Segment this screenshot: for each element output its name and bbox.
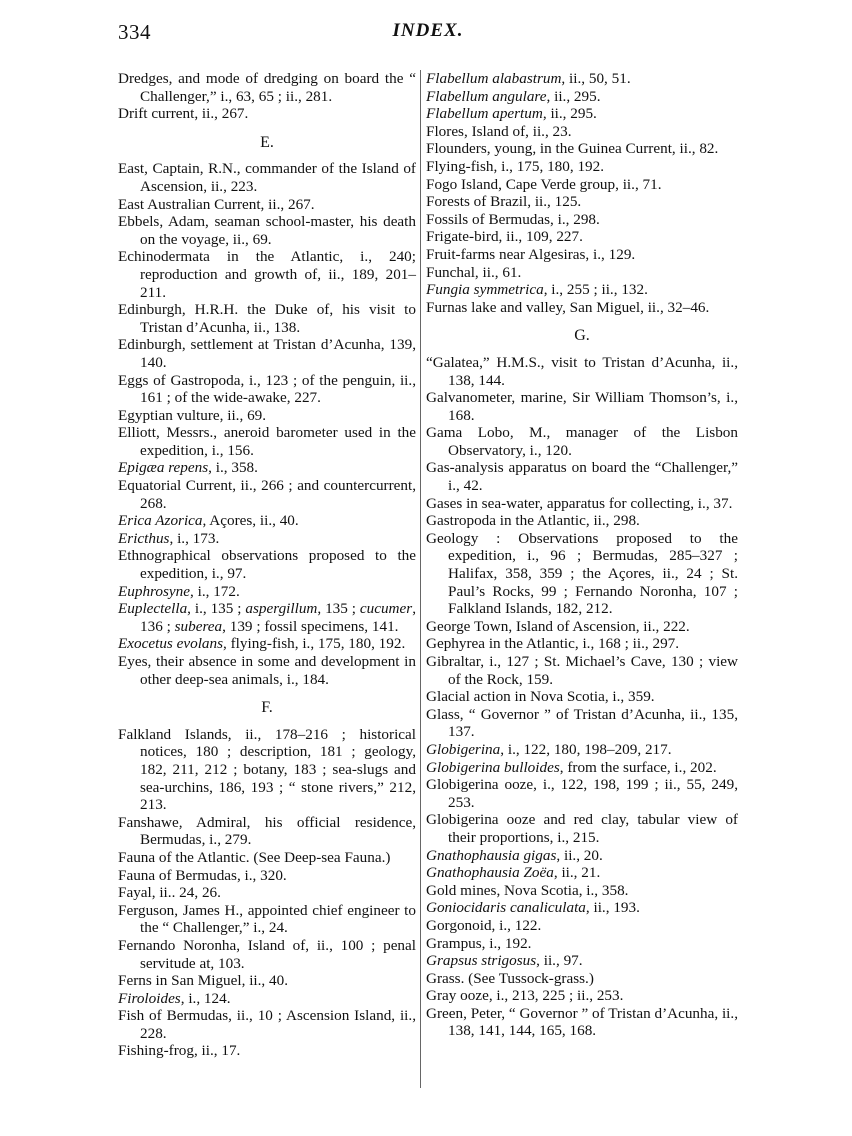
index-entry-text: , i., 172. [190, 582, 240, 600]
index-entry-text: Goniocidaris canaliculata [426, 899, 586, 917]
index-entry-text: Gephyrea in the Atlantic, i., 168 ; ii., 297. [426, 635, 680, 653]
index-entry [118, 459, 416, 477]
index-entry-text: , from the surface, i., 202. [559, 758, 717, 776]
index-entry-text: George Town, Island of Ascension, ii., 222. [426, 617, 690, 635]
index-entry [426, 882, 738, 900]
index-entry [426, 246, 738, 264]
index-entry-text: , 135 ; [317, 600, 360, 618]
section-f-entries-continued [426, 70, 738, 316]
index-entry [426, 776, 738, 811]
index-entry [426, 354, 738, 389]
index-entry-text: Grass. (See Tussock-grass.) [426, 969, 594, 987]
index-entry [426, 741, 738, 759]
index-entry [118, 653, 416, 688]
index-entry [118, 884, 416, 902]
index-entry-text: Flores, Island of, ii., 23. [426, 122, 572, 140]
index-entry [426, 970, 738, 988]
index-entry [426, 459, 738, 494]
running-title: INDEX. [392, 20, 464, 41]
index-entry-text: Grampus, i., 192. [426, 934, 532, 952]
index-entry-text: Fishing-frog, ii., 17. [118, 1042, 241, 1060]
index-entry-text: Fernando Noronha, Island of, ii., 100 ; penal servitude at, 103. [118, 936, 416, 972]
index-entry-text: , flying-fish, i., 175, 180, 192. [223, 635, 406, 653]
index-entry [118, 1042, 416, 1060]
index-entry [426, 495, 738, 513]
index-entry-text: Gorgonoid, i., 122. [426, 916, 542, 934]
index-entry-text: Globigerina ooze, i., 122, 198, 199 ; ii., 55, 249, 253. [426, 776, 738, 811]
index-entry-text: , i., 358. [208, 459, 258, 477]
index-entry-text: Edinburgh, H.R.H. the Duke of, his visit to Tristan d’Acunha, ii., 138. [118, 301, 416, 336]
index-entry-text: Drift current, ii., 267. [118, 105, 249, 123]
index-entry [118, 336, 416, 371]
index-entry-text: Flabellum apertum [426, 105, 543, 123]
index-entry [426, 389, 738, 424]
index-entry-text: Frigate-bird, ii., 109, 227. [426, 228, 583, 246]
index-entry-text: Egyptian vulture, ii., 69. [118, 406, 267, 424]
index-entry [426, 618, 738, 636]
index-entry-text: Galvanometer, marine, Sir William Thomson’s, i., 168. [426, 389, 738, 424]
index-entry-text: Ferns in San Miguel, ii., 40. [118, 972, 289, 990]
section-e-entries [118, 160, 416, 688]
index-entry [426, 635, 738, 653]
index-entry-text: Fish of Bermudas, ii., 10 ; Ascension Island, ii., 228. [118, 1007, 416, 1042]
index-entry [426, 847, 738, 865]
section-g-entries [426, 354, 738, 1040]
index-entry [118, 937, 416, 972]
index-entry [118, 867, 416, 885]
index-entry-text: , ii., 295. [542, 105, 597, 123]
section-letter-f: F. [261, 699, 273, 717]
index-entry-text: Fungia symmetrica [426, 281, 544, 299]
index-entry [118, 70, 416, 105]
index-entry-text: , i., 255 ; ii., 132. [543, 281, 648, 299]
index-entry [426, 811, 738, 846]
index-entry [426, 935, 738, 953]
index-entry-text: Gray ooze, i., 213, 225 ; ii., 253. [426, 987, 624, 1005]
index-entry [118, 248, 416, 301]
index-entry-text: Ericthus [118, 529, 170, 547]
index-entry-text: Fauna of Bermudas, i., 320. [118, 866, 287, 884]
index-entry-text: Erica Azorica [118, 512, 203, 530]
index-entry-text: Equatorial Current, ii., 266 ; and countercurrent, 268. [118, 477, 416, 512]
index-entry [426, 759, 738, 777]
index-entry-text: Fruit-farms near Algesiras, i., 129. [426, 245, 636, 263]
index-entry-text: , 136 ; [140, 600, 416, 635]
index-entry-text: Eggs of Gastropoda, i., 123 ; of the penguin, ii., 161 ; of the wide-awake, 227. [118, 371, 416, 407]
index-column-left [118, 70, 416, 1060]
index-entry-text: suberea [174, 617, 223, 635]
index-entry [118, 407, 416, 425]
index-entry-text: Ebbels, Adam, seaman school-master, his death on the voyage, ii., 69. [118, 213, 416, 248]
index-entry-text: Gastropoda in the Atlantic, ii., 298. [426, 512, 640, 530]
index-entry-text: Globigerina [426, 740, 501, 758]
index-entry [426, 70, 738, 88]
index-entry [426, 512, 738, 530]
index-entry-text: Globigerina bulloides [426, 758, 560, 776]
index-entry [426, 228, 738, 246]
index-entry [426, 987, 738, 1005]
index-entry [426, 864, 738, 882]
index-entry-text: Fanshawe, Admiral, his official residence, Bermudas, i., 279. [118, 813, 416, 849]
index-entry-text: Flabellum angulare [426, 87, 547, 105]
index-entry-text: East Australian Current, ii., 267. [118, 195, 315, 213]
index-entry [426, 706, 738, 741]
index-entry-text: Fogo Island, Cape Verde group, ii., 71. [426, 175, 662, 193]
column-divider [420, 70, 421, 1088]
index-entry [426, 193, 738, 211]
index-entry [118, 105, 416, 123]
index-entry [118, 547, 416, 582]
index-entry-text: Gama Lobo, M., manager of the Lisbon Observatory, i., 120. [426, 424, 738, 459]
index-entry-text: Firoloides [118, 989, 181, 1007]
index-entry [426, 158, 738, 176]
index-entry [426, 281, 738, 299]
index-entry-text: , 139 ; fossil specimens, 141. [222, 617, 399, 635]
index-entry [426, 530, 738, 618]
index-entry-text: Grapsus strigosus [426, 952, 537, 970]
index-entry-text: , i., 124. [180, 989, 231, 1007]
index-entry-text: , i., 122, 180, 198–209, 217. [500, 740, 672, 758]
index-entry-text: “Galatea,” H.M.S., visit to Tristan d’Acunha, ii., 138, 144. [426, 353, 738, 389]
index-entry-text: Eyes, their absence in some and development in other deep-sea animals, i., 184. [118, 653, 416, 688]
index-entry-text: Ferguson, James H., appointed chief engineer to the “ Challenger,” i., 24. [118, 901, 416, 937]
section-f-entries [118, 726, 416, 1060]
index-entry [426, 688, 738, 706]
index-entry-text: Furnas lake and valley, San Miguel, ii., 32–46. [426, 298, 710, 316]
index-entry [426, 88, 738, 106]
index-entry-text: , i., 173. [169, 529, 220, 547]
section-letter-e: E. [260, 133, 274, 151]
index-entry-text: Gibraltar, i., 127 ; St. Michael’s Cave, 130 ; view of the Rock, 159. [426, 653, 738, 688]
index-entry [118, 990, 416, 1008]
index-entry-text: Funchal, ii., 61. [426, 263, 522, 281]
index-entry [426, 264, 738, 282]
index-entry [118, 196, 416, 214]
index-entry-text: Euphrosyne [118, 582, 190, 600]
index-column-right [426, 70, 738, 1040]
index-entry-text: , ii., 193. [585, 899, 640, 917]
index-entry-text: Epigæa repens [118, 459, 209, 477]
index-entry [426, 176, 738, 194]
index-entry-text: Forests of Brazil, ii., 125. [426, 193, 582, 211]
index-entry-text: Flabellum alabastrum [426, 70, 562, 87]
index-entry [118, 635, 416, 653]
index-entry-text: Gold mines, Nova Scotia, i., 358. [426, 881, 629, 899]
index-entry-text: , ii., 20. [556, 846, 603, 864]
index-entry-text: Gnathophausia Zoëa [426, 864, 554, 882]
index-entry [118, 972, 416, 990]
index-entry [118, 1007, 416, 1042]
index-entry-text: , Açores, ii., 40. [202, 512, 299, 530]
index-entry-text: , ii., 21. [553, 864, 601, 882]
index-entry [118, 583, 416, 601]
index-entry-text: Gas-analysis apparatus on board the “Challenger,” i., 42. [426, 459, 738, 495]
index-entry-text: Dredges, and mode of dredging on board the “ Challenger,” i., 63, 65 ; ii., 281. [118, 70, 416, 105]
index-entry-text: , ii., 97. [536, 952, 583, 970]
index-entry [118, 301, 416, 336]
index-entry [118, 160, 416, 195]
index-entry [426, 653, 738, 688]
index-entry [426, 140, 738, 158]
index-entry-text: Flying-fish, i., 175, 180, 192. [426, 157, 605, 175]
page-number: 334 [118, 20, 151, 44]
index-entry-text: Green, Peter, “ Governor ” of Tristan d’Acunha, ii., 138, 141, 144, 165, 168. [426, 1004, 738, 1040]
index-entry-text: Edinburgh, settlement at Tristan d’Acunha, 139, 140. [118, 336, 416, 371]
index-entry [426, 299, 738, 317]
index-entry-text: Glass, “ Governor ” of Tristan d’Acunha, ii., 135, 137. [426, 705, 738, 741]
index-entry [118, 512, 416, 530]
index-entry-text: Fayal, ii.. 24, 26. [118, 884, 221, 902]
index-entry-text: Elliott, Messrs., aneroid barometer used in the expedition, i., 156. [118, 424, 416, 459]
index-entry-text: Exocetus evolans [118, 635, 224, 653]
index-entry [118, 849, 416, 867]
index-entry-text: , ii., 295. [546, 87, 601, 105]
index-entry [118, 372, 416, 407]
index-entry [426, 917, 738, 935]
index-entry-text: Globigerina ooze and red clay, tabular view of their proportions, i., 215. [426, 811, 738, 846]
page-header [118, 20, 738, 50]
index-entry-text: East, Captain, R.N., commander of the Island of Ascension, ii., 223. [118, 160, 416, 195]
section-d-entries [118, 70, 416, 123]
index-entry [426, 211, 738, 229]
index-entry [118, 213, 416, 248]
index-entry-text: Fauna of the Atlantic. (See Deep-sea Fauna.) [118, 848, 391, 866]
index-entry [426, 123, 738, 141]
index-entry-text: Geology : Observations proposed to the expedition, i., 96 ; Bermudas, 285–327 ; Halifax, 358, 359 ; the Açores, ii., 24 ; St. Paul’s Rocks, 99 ; Fernando Noronha, 107 ; Falkland Islands, 182, 212. [426, 529, 738, 618]
index-entry-text: cucumer [359, 600, 413, 618]
index-entry-text: Echinodermata in the Atlantic, i., 240; reproduction and growth of, ii., 189, 201–211. [118, 248, 416, 301]
index-entry-text: Glacial action in Nova Scotia, i., 359. [426, 688, 655, 706]
index-entry [426, 105, 738, 123]
index-entry-text: Euplectella [118, 600, 188, 618]
index-entry-text: , ii., 50, 51. [561, 70, 631, 87]
index-entry [426, 952, 738, 970]
section-letter-g: G. [574, 327, 590, 345]
index-entry [118, 600, 416, 635]
index-entry-text: Gases in sea-water, apparatus for collecting, i., 37. [426, 494, 733, 512]
index-entry [426, 1005, 738, 1040]
index-entry [118, 477, 416, 512]
index-entry-text: aspergillum [245, 600, 318, 618]
index-entry-text: Gnathophausia gigas [426, 846, 557, 864]
index-entry [118, 726, 416, 814]
index-entry-text: Ethnographical observations proposed to the expedition, i., 97. [118, 547, 416, 583]
index-entry [118, 902, 416, 937]
index-entry [426, 899, 738, 917]
index-entry [118, 424, 416, 459]
index-entry [426, 424, 738, 459]
index-entry-text: Flounders, young, in the Guinea Current, ii., 82. [426, 140, 719, 158]
index-entry [118, 530, 416, 548]
index-entry-text: Falkland Islands, ii., 178–216 ; historical notices, 180 ; description, 181 ; geology, 182, 211, 212 ; botany, 183 ; sea-slugs and sea-urchins, 186, 193 ; “ stone rivers,” 212, 213. [118, 725, 416, 814]
index-entry [118, 814, 416, 849]
index-entry-text: Fossils of Bermudas, i., 298. [426, 210, 600, 228]
index-entry-text: , i., 135 ; [187, 600, 246, 618]
